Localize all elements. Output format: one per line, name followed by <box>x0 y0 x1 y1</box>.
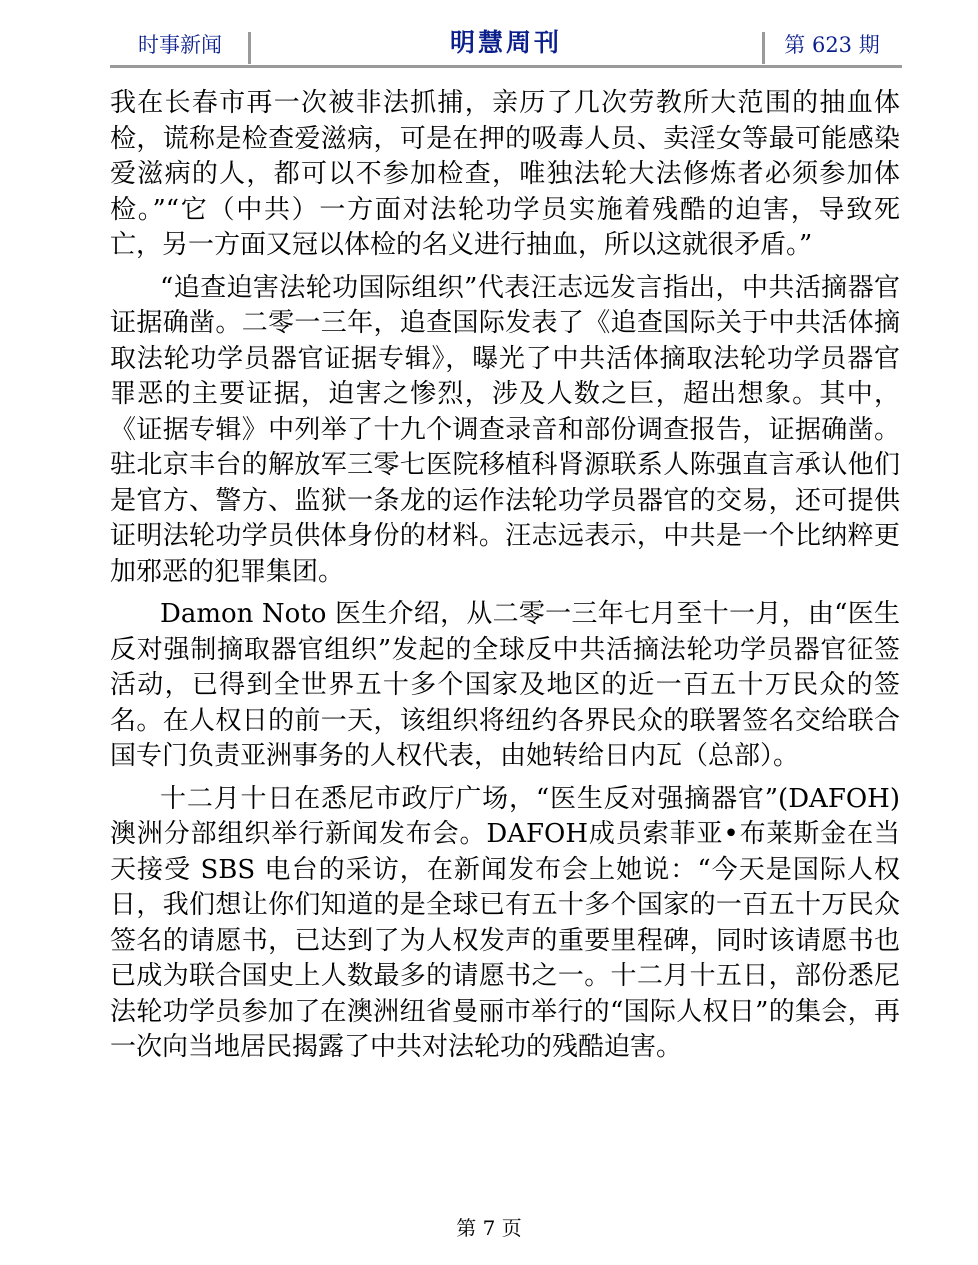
page-header <box>110 22 902 68</box>
paragraph: 十二月十日在悉尼市政厅广场，“医生反对强摘器官”(DAFOH)澳洲分部组织举行新闻发布会。DAFOH成员索菲亚•布莱斯金在当天接受 SBS 电台的采访，在新闻发布会上她说：“今天是国际人权日，我们想让你们知道的是全球已有五十多个国家的一百五十万民众签名的请愿书，已达到了为人权发声的重要里程碑，同时该请愿书也已成为联合国史上人数最多的请愿书之一。十二月十五日，部份悉尼法轮功学员参加了在澳洲纽省曼丽市举行的“国际人权日”的集会，再一次向当地居民揭露了中共对法轮功的残酷迫害。 <box>110 783 900 1062</box>
section-label: 时事新闻 <box>138 33 222 57</box>
paragraph: “追查迫害法轮功国际组织”代表汪志远发言指出，中共活摘器官证据确凿。二零一三年，追查国际发表了《追查国际关于中共活体摘取法轮功学员器官证据专辑》，曝光了中共活体摘取法轮功学员器官罪恶的主要证据，迫害之惨烈，涉及人数之巨，超出想象。其中，《证据专辑》中列举了十九个调查录音和部份调查报告，证据确凿。驻北京丰台的解放军三零七医院移植科肾源联系人陈强直言承认他们是官方、警方、监狱一条龙的运作法轮功学员器官的交易，还可提供证明法轮功学员供体身份的材料。汪志远表示，中共是一个比纳粹更加邪恶的犯罪集团。 <box>110 272 900 587</box>
issue-number: 第 623 期 <box>784 33 880 57</box>
page-number: 第 7 页 <box>456 1216 522 1240</box>
header-rule <box>110 65 902 68</box>
publication-title: 明慧周刊 <box>449 28 562 57</box>
paragraph: 我在长春市再一次被非法抓捕，亲历了几次劳教所大范围的抽血体检，谎称是检查爱滋病，可是在押的吸毒人员、卖淫女等最可能感染爱滋病的人，都可以不参加检查，唯独法轮大法修炼者必须参加体检。”“它（中共）一方面对法轮功学员实施着残酷的迫害，导致死亡，另一方面又冠以体检的名义进行抽血，所以这就很矛盾。” <box>110 88 900 260</box>
article-body <box>110 86 900 1073</box>
paragraph: Damon Noto 医生介绍，从二零一三年七月至十一月，由“医生反对强制摘取器官组织”发起的全球反中共活摘法轮功学员器官征签活动，已得到全世界五十多个国家及地区的近一百五十万民众的签名。在人权日的前一天，该组织将纽约各界民众的联署签名交给联合国专门负责亚洲事务的人权代表，由她转给日内瓦（总部）。 <box>110 599 900 771</box>
